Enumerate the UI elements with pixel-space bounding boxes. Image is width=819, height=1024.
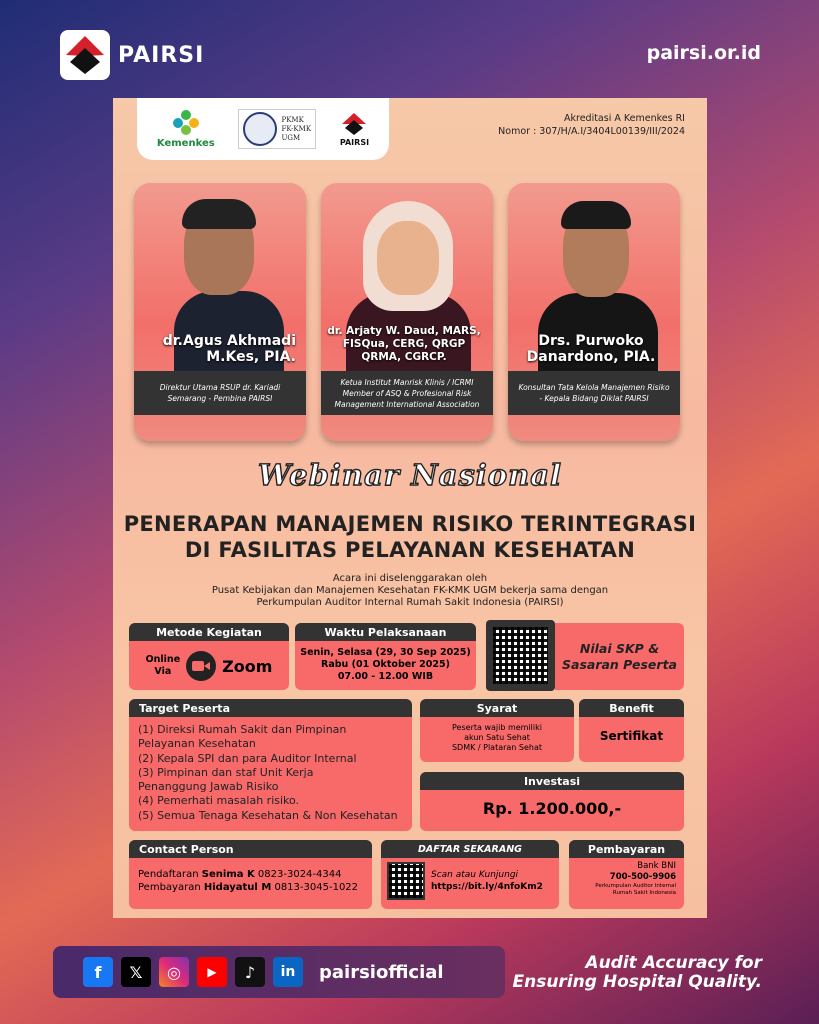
benefit-card: Benefit Sertifikat (579, 699, 684, 762)
pairsi-logo-icon (60, 30, 110, 80)
accreditation: Akreditasi A Kemenkes RI Nomor : 307/H/A.I/3404L00139/III/2024 (498, 113, 685, 137)
partner-logos (137, 98, 389, 160)
kemenkes-logo: Kemenkes (157, 109, 215, 149)
daftar-card[interactable]: DAFTAR SEKARANG Scan atau Kunjungi https://bit.ly/4nfoKm2 (381, 840, 559, 909)
speaker-card: dr. Arjaty W. Daud, MARS, FISQua, CERG, QRGP QRMA, CGRCP. Ketua Institut Manrisk Klinis / ICRMI Member of ASQ & Profesional Risk Management International Association (321, 183, 493, 441)
speaker-role: Ketua Institut Manrisk Klinis / ICRMI Member of ASQ & Profesional Risk Management International Association (321, 371, 493, 415)
event-title-line2: DI FASILITAS PELAYANAN KESEHATAN (184, 538, 636, 562)
event-kind: Webinar Nasional (257, 458, 563, 492)
instagram-icon[interactable]: ◎ (159, 957, 189, 987)
brand-name: PAIRSI (118, 42, 205, 68)
qr-icon (491, 625, 550, 686)
payment-card: Pembayaran Bank BNI 700-500-9906 Perkumpulan Auditor Internal Rumah Sakit Indonesia (569, 840, 684, 909)
speaker-card: Drs. Purwoko Danardono, PIA. Konsultan Tata Kelola Manajemen Risiko - Kepala Bidang Diklat PAIRSI (508, 183, 680, 441)
pairsi-mark-icon (341, 112, 367, 136)
skp-card: Nilai SKP & Sasaran Peserta (555, 623, 684, 690)
pairsi-small-logo: PAIRSI (340, 112, 369, 147)
social-handle[interactable]: pairsiofficial (319, 961, 444, 983)
tiktok-icon[interactable]: ♪ (235, 957, 265, 987)
brand (60, 30, 204, 80)
speaker-role: Konsultan Tata Kelola Manajemen Risiko - Kepala Bidang Diklat PAIRSI (508, 371, 680, 415)
x-icon[interactable]: 𝕏 (121, 957, 151, 987)
facebook-icon[interactable]: f (83, 957, 113, 987)
ugm-seal-icon (243, 112, 277, 146)
organizer: Acara ini diselenggarakan oleh Pusat Kebijakan dan Manajemen Kesehatan FK-KMK UGM bekerja sama dengan Perkumpulan Auditor Internal Rumah Sakit Indonesia (PAIRSI) (211, 573, 609, 608)
linkedin-icon[interactable]: in (273, 957, 303, 987)
poster (113, 98, 707, 918)
qr-icon[interactable] (387, 862, 425, 900)
invest-card: Investasi Rp. 1.200.000,- (420, 772, 684, 831)
ugm-logo: PKMK FK-KMK UGM (238, 109, 316, 149)
speaker-card: dr.Agus Akhmadi M.Kes, PIA. Direktur Utama RSUP dr. Kariadi Semarang - Pembina PAIRSI (134, 183, 306, 441)
site-url[interactable]: pairsi.or.id (646, 42, 761, 64)
social-bar (53, 946, 505, 998)
event-title-line1: PENERAPAN MANAJEMEN RISIKO TERINTEGRASI (123, 512, 697, 536)
method-card: Metode Kegiatan Online Via Zoom (129, 623, 289, 690)
speaker-role: Direktur Utama RSUP dr. Kariadi Semarang - Pembina PAIRSI (134, 371, 306, 415)
skp-qr-code[interactable] (486, 620, 555, 691)
syarat-card: Syarat Peserta wajib memiliki akun Satu Sehat SDMK / Plataran Sehat (420, 699, 574, 762)
kemenkes-icon (171, 109, 201, 135)
target-card: Target Peserta (1) Direksi Rumah Sakit dan Pimpinan Pelayanan Kesehatan (2) Kepala SPI dan para Auditor Internal (3) Pimpinan dan staf Unit Kerja Penanggung Jawab Risiko (4) Pemerhati masalah risiko. (5) Semua Tenaga Kesehatan & Non Kesehatan (129, 699, 412, 831)
time-card: Waktu Pelaksanaan Senin, Selasa (29, 30 Sep 2025) Rabu (01 Oktober 2025) 07.00 - 12.00 WIB (295, 623, 476, 690)
youtube-icon[interactable]: ▶ (197, 957, 227, 987)
zoom-icon (186, 651, 216, 681)
contact-card: Contact Person Pendaftaran Senima K 0823-3024-4344 Pembayaran Hidayatul M 0813-3045-1022 (129, 840, 372, 909)
tagline: Audit Accuracy for Ensuring Hospital Quality. (512, 953, 762, 992)
